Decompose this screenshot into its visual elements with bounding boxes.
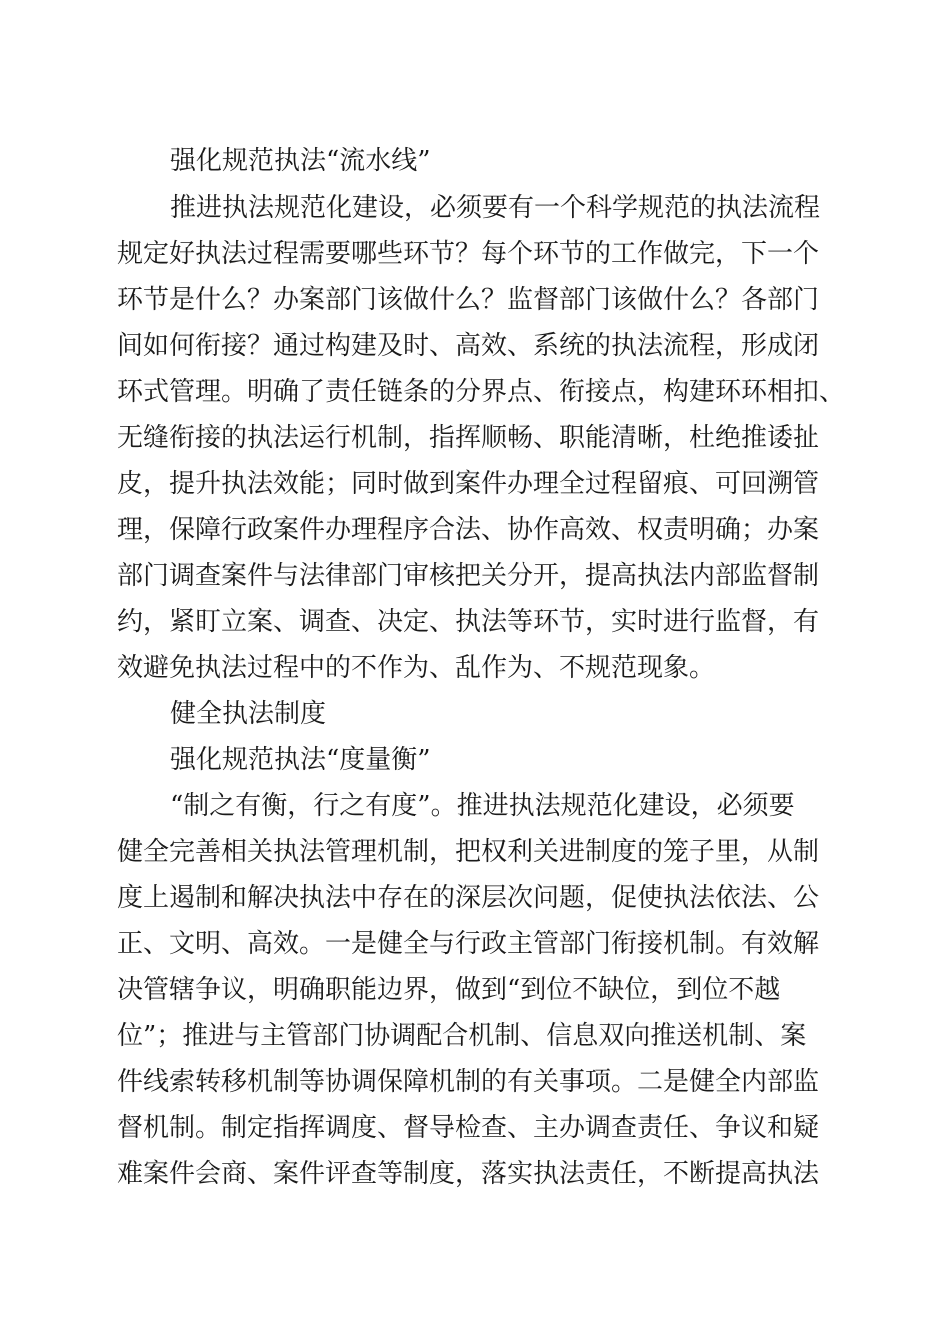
paragraph-line: 健全完善相关执法管理机制，把权利关进制度的笼子里，从制 bbox=[117, 837, 820, 867]
section-heading: 强化规范执法“度量衡” bbox=[170, 745, 431, 775]
section-heading: 强化规范执法“流水线” bbox=[170, 146, 431, 176]
paragraph-line: “制之有衡，行之有度”。推进执法规范化建设，必须要 bbox=[170, 791, 795, 821]
paragraph-line: 无缝衔接的执法运行机制，指挥顺畅、职能清晰，杜绝推诿扯 bbox=[117, 423, 820, 453]
paragraph-line: 皮，提升执法效能；同时做到案件办理全过程留痕、可回溯管 bbox=[117, 469, 820, 499]
paragraph-line: 规定好执法过程需要哪些环节？每个环节的工作做完，下一个 bbox=[117, 239, 820, 269]
paragraph-line: 理，保障行政案件办理程序合法、协作高效、权责明确；办案 bbox=[117, 515, 820, 545]
paragraph-line: 环式管理。明确了责任链条的分界点、衔接点，构建环环相扣、 bbox=[117, 377, 846, 407]
paragraph-line: 度上遏制和解决执法中存在的深层次问题，促使执法依法、公 bbox=[117, 883, 820, 913]
paragraph-line: 环节是什么？办案部门该做什么？监督部门该做什么？各部门 bbox=[117, 285, 820, 315]
section-heading: 健全执法制度 bbox=[170, 699, 327, 729]
paragraph-line: 部门调查案件与法律部门审核把关分开，提高执法内部监督制 bbox=[117, 561, 820, 591]
paragraph-line: 约，紧盯立案、调查、决定、执法等环节，实时进行监督，有 bbox=[117, 607, 820, 637]
paragraph-line: 效避免执法过程中的不作为、乱作为、不规范现象。 bbox=[117, 653, 716, 683]
paragraph-line: 间如何衔接？通过构建及时、高效、系统的执法流程，形成闭 bbox=[117, 331, 820, 361]
paragraph-line: 督机制。制定指挥调度、督导检查、主办调查责任、争议和疑 bbox=[117, 1113, 820, 1143]
paragraph-line: 正、文明、高效。一是健全与行政主管部门衔接机制。有效解 bbox=[117, 929, 820, 959]
paragraph-line: 推进执法规范化建设，必须要有一个科学规范的执法流程 bbox=[170, 193, 821, 223]
paragraph-line: 件线索转移机制等协调保障机制的有关事项。二是健全内部监 bbox=[117, 1067, 820, 1097]
paragraph-line: 难案件会商、案件评查等制度，落实执法责任，不断提高执法 bbox=[117, 1159, 820, 1189]
paragraph-line: 位”；推进与主管部门协调配合机制、信息双向推送机制、案 bbox=[117, 1021, 807, 1051]
paragraph-line: 决管辖争议，明确职能边界，做到“到位不缺位，到位不越 bbox=[117, 975, 781, 1005]
